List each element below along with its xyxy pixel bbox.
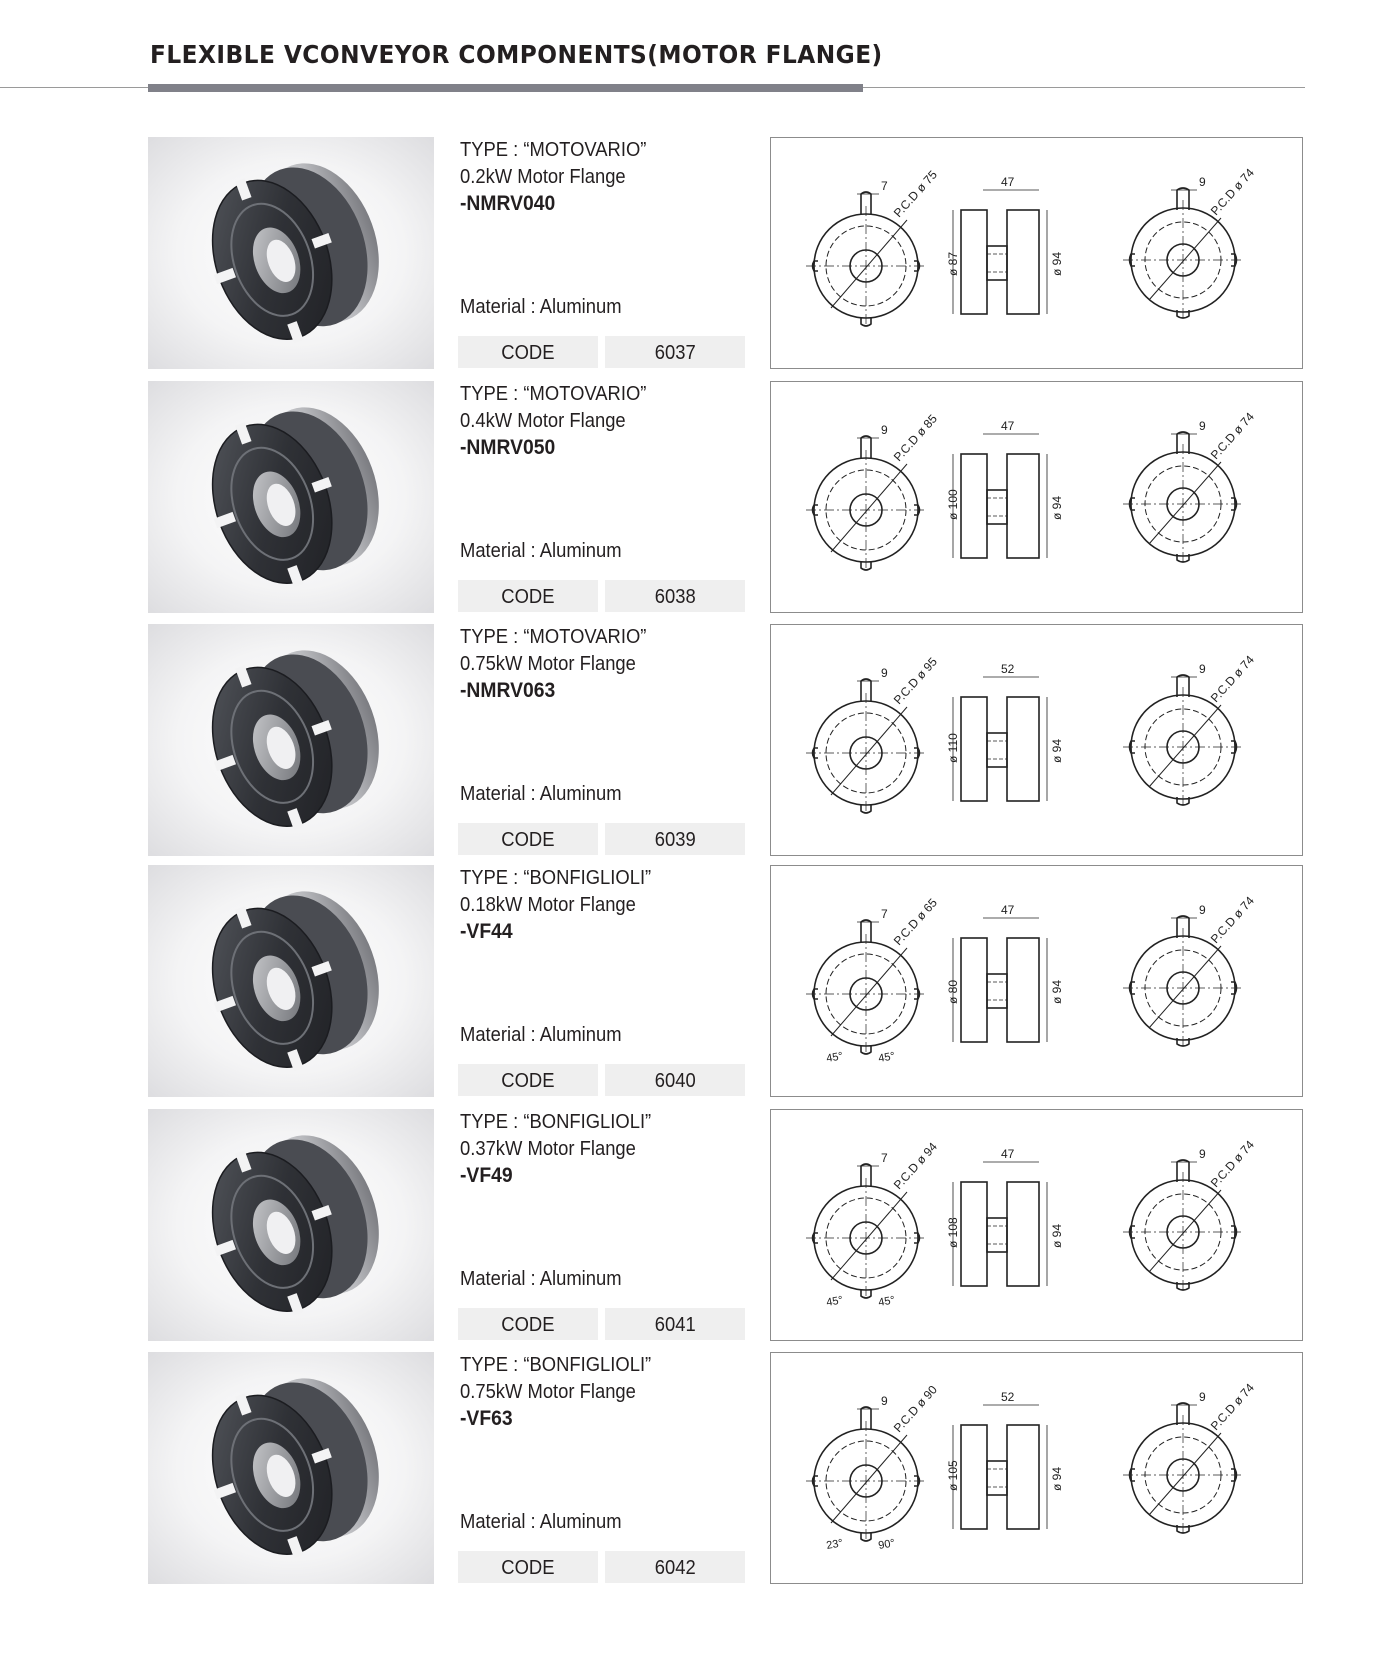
code-label: CODE	[458, 1064, 598, 1096]
product-info	[460, 865, 750, 1097]
svg-text:9: 9	[881, 423, 888, 437]
svg-text:P.C.D ø 74: P.C.D ø 74	[1207, 652, 1257, 706]
svg-text:9: 9	[1199, 903, 1206, 917]
product-model: -VF63	[460, 1407, 513, 1430]
rear-view	[1123, 1137, 1257, 1292]
svg-text:52: 52	[1001, 662, 1015, 676]
svg-text:P.C.D ø 74: P.C.D ø 74	[1207, 1380, 1257, 1434]
rear-view	[1123, 165, 1257, 320]
page-title: FLEXIBLE VCONVEYOR COMPONENTS(MOTOR FLANGE)	[150, 40, 883, 69]
svg-text:ø 94: ø 94	[1050, 1466, 1064, 1491]
svg-text:45°: 45°	[877, 1050, 896, 1065]
svg-text:ø 94: ø 94	[1050, 738, 1064, 763]
svg-text:ø 108: ø 108	[946, 1217, 960, 1248]
rear-view	[1123, 409, 1257, 564]
svg-text:P.C.D ø 65: P.C.D ø 65	[890, 895, 940, 949]
product-row-6037	[0, 137, 1400, 369]
product-type: TYPE : “MOTOVARIO”	[460, 139, 647, 161]
svg-text:23°: 23°	[825, 1537, 844, 1552]
svg-text:9: 9	[1199, 1390, 1206, 1404]
svg-text:ø 94: ø 94	[1050, 495, 1064, 520]
front-view	[806, 654, 940, 813]
technical-drawing	[770, 137, 1303, 369]
code-value: 6039	[605, 823, 745, 855]
svg-text:P.C.D ø 74: P.C.D ø 74	[1207, 165, 1257, 219]
side-view	[946, 903, 1064, 1042]
product-material: Material : Aluminum	[460, 783, 622, 805]
product-info	[460, 1109, 750, 1341]
flange-photo	[148, 1109, 434, 1341]
svg-text:9: 9	[881, 666, 888, 680]
product-power: 0.4kW Motor Flange	[460, 410, 626, 432]
flange-photo	[148, 137, 434, 369]
svg-text:P.C.D ø 95: P.C.D ø 95	[890, 654, 940, 708]
code-value: 6042	[605, 1551, 745, 1583]
technical-drawing	[770, 381, 1303, 613]
svg-text:ø 105: ø 105	[946, 1460, 960, 1491]
svg-text:45°: 45°	[877, 1294, 896, 1309]
product-type: TYPE : “BONFIGLIOLI”	[460, 867, 652, 889]
svg-text:ø 94: ø 94	[1050, 979, 1064, 1004]
product-type: TYPE : “MOTOVARIO”	[460, 383, 647, 405]
svg-text:90°: 90°	[877, 1537, 896, 1552]
svg-text:ø 110: ø 110	[946, 733, 960, 763]
code-value: 6037	[605, 336, 745, 368]
front-view	[806, 1382, 940, 1552]
svg-text:52: 52	[1001, 1390, 1015, 1404]
svg-text:ø 100: ø 100	[946, 489, 960, 520]
front-view	[806, 1139, 940, 1309]
product-row-6038	[0, 381, 1400, 613]
rear-view	[1123, 893, 1257, 1048]
svg-text:ø 94: ø 94	[1050, 251, 1064, 276]
side-view	[946, 1390, 1064, 1529]
product-model: -VF44	[460, 920, 513, 943]
svg-text:45°: 45°	[825, 1294, 844, 1309]
product-material: Material : Aluminum	[460, 1268, 622, 1290]
product-material: Material : Aluminum	[460, 1511, 622, 1533]
product-row-6039	[0, 624, 1400, 856]
product-power: 0.75kW Motor Flange	[460, 653, 636, 675]
product-material: Material : Aluminum	[460, 540, 622, 562]
svg-text:P.C.D ø 74: P.C.D ø 74	[1207, 409, 1257, 463]
product-power: 0.75kW Motor Flange	[460, 1381, 636, 1403]
technical-drawing	[770, 865, 1303, 1097]
flange-photo	[148, 1352, 434, 1584]
code-value: 6038	[605, 580, 745, 612]
flange-photo	[148, 624, 434, 856]
front-view	[806, 411, 940, 570]
product-row-6040	[0, 865, 1400, 1097]
svg-text:9: 9	[1199, 1147, 1206, 1161]
svg-text:9: 9	[881, 1394, 888, 1408]
code-label: CODE	[458, 1551, 598, 1583]
flange-photo	[148, 381, 434, 613]
rear-view	[1123, 652, 1257, 807]
front-view	[806, 895, 940, 1065]
product-type: TYPE : “MOTOVARIO”	[460, 626, 647, 648]
product-type: TYPE : “BONFIGLIOLI”	[460, 1354, 652, 1376]
svg-text:7: 7	[881, 907, 888, 921]
svg-text:P.C.D ø 75: P.C.D ø 75	[890, 167, 940, 221]
svg-text:P.C.D ø 94: P.C.D ø 94	[890, 1139, 940, 1193]
svg-text:7: 7	[881, 1151, 888, 1165]
code-label: CODE	[458, 336, 598, 368]
product-material: Material : Aluminum	[460, 1024, 622, 1046]
technical-drawing	[770, 1109, 1303, 1341]
svg-text:P.C.D ø 74: P.C.D ø 74	[1207, 893, 1257, 947]
svg-text:47: 47	[1001, 903, 1015, 917]
svg-text:47: 47	[1001, 419, 1015, 433]
flange-photo	[148, 865, 434, 1097]
svg-text:P.C.D ø 74: P.C.D ø 74	[1207, 1137, 1257, 1191]
svg-text:7: 7	[881, 179, 888, 193]
code-label: CODE	[458, 580, 598, 612]
product-model: -NMRV050	[460, 436, 556, 459]
svg-text:9: 9	[1199, 662, 1206, 676]
svg-text:P.C.D ø 90: P.C.D ø 90	[890, 1382, 940, 1436]
code-value: 6041	[605, 1308, 745, 1340]
product-info	[460, 624, 750, 856]
product-model: -NMRV040	[460, 192, 556, 215]
product-info	[460, 1352, 750, 1584]
product-model: -VF49	[460, 1164, 513, 1187]
svg-text:ø 80: ø 80	[946, 979, 960, 1004]
svg-text:ø 94: ø 94	[1050, 1223, 1064, 1248]
svg-text:9: 9	[1199, 175, 1206, 189]
svg-text:47: 47	[1001, 1147, 1015, 1161]
side-view	[946, 1147, 1064, 1286]
svg-text:ø 87: ø 87	[946, 251, 960, 276]
product-row-6041	[0, 1109, 1400, 1341]
product-row-6042	[0, 1352, 1400, 1584]
product-info	[460, 381, 750, 613]
side-view	[946, 662, 1064, 801]
code-value: 6040	[605, 1064, 745, 1096]
product-power: 0.18kW Motor Flange	[460, 894, 636, 916]
technical-drawing	[770, 1352, 1303, 1584]
side-view	[946, 175, 1064, 314]
side-view	[946, 419, 1064, 558]
svg-text:47: 47	[1001, 175, 1015, 189]
code-label: CODE	[458, 1308, 598, 1340]
front-view	[806, 167, 940, 326]
product-model: -NMRV063	[460, 679, 556, 702]
product-power: 0.37kW Motor Flange	[460, 1138, 636, 1160]
svg-text:45°: 45°	[825, 1050, 844, 1065]
svg-text:9: 9	[1199, 419, 1206, 433]
rear-view	[1123, 1380, 1257, 1535]
code-label: CODE	[458, 823, 598, 855]
product-power: 0.2kW Motor Flange	[460, 166, 626, 188]
product-info	[460, 137, 750, 369]
technical-drawing	[770, 624, 1303, 856]
svg-text:P.C.D ø 85: P.C.D ø 85	[890, 411, 940, 465]
product-type: TYPE : “BONFIGLIOLI”	[460, 1111, 652, 1133]
product-material: Material : Aluminum	[460, 296, 622, 318]
